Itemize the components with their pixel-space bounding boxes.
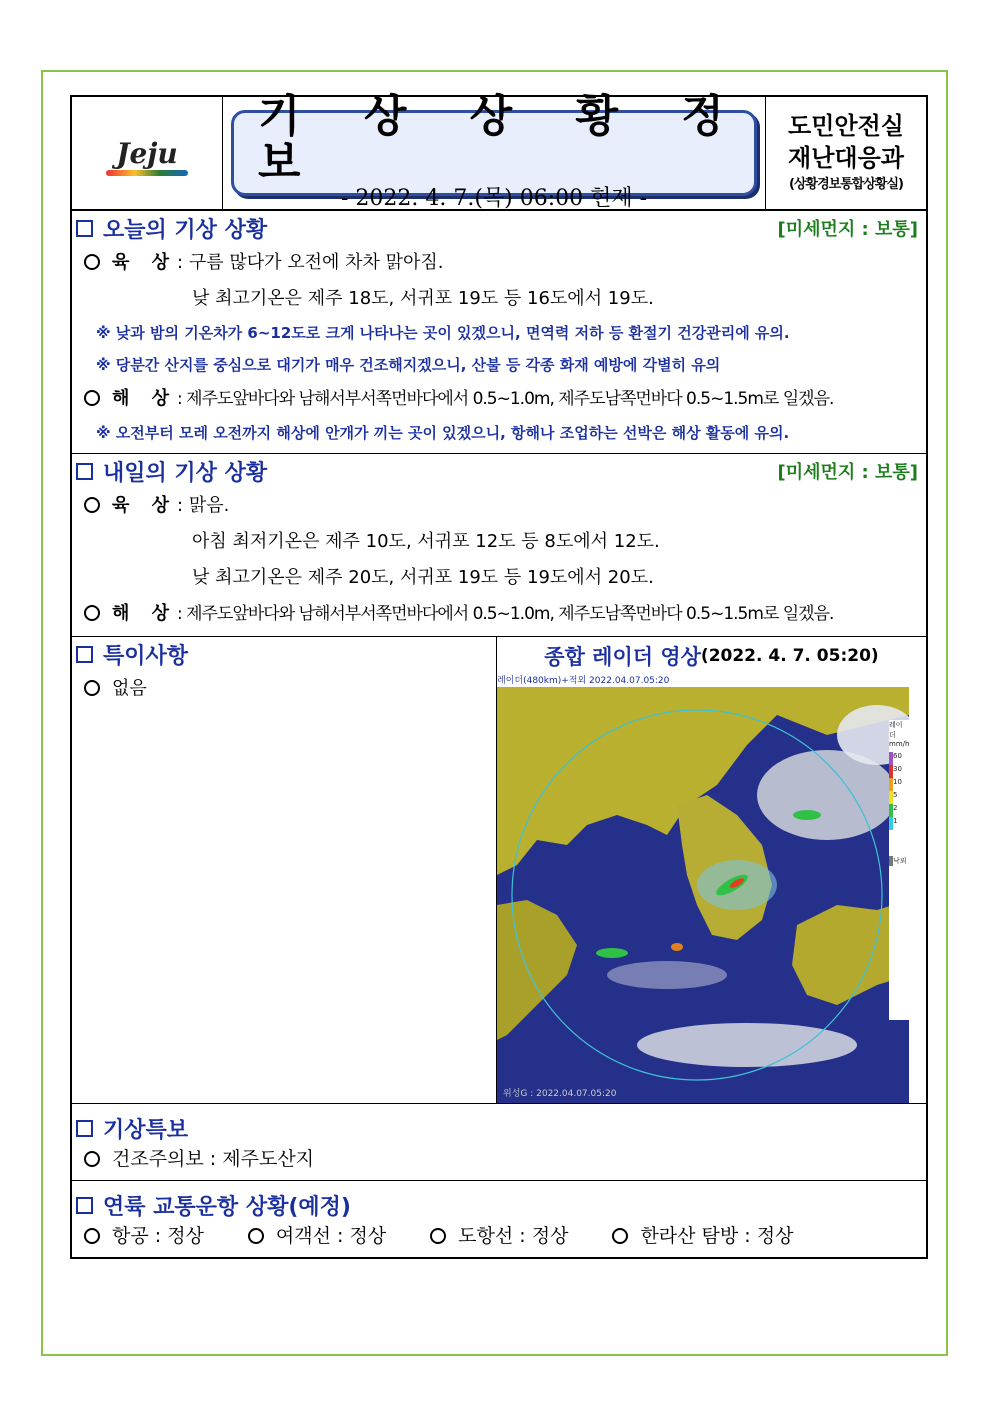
traffic-items <box>72 1221 926 1251</box>
warning-item <box>72 1144 926 1174</box>
legend-values <box>889 752 909 830</box>
special-section <box>72 637 926 1104</box>
tomorrow-title <box>76 456 267 487</box>
warning-section <box>72 1104 926 1181</box>
radar-image <box>497 675 909 1103</box>
radar-top-label: 레이더(480km)+적외 2022.04.07.05:20 <box>497 675 909 687</box>
traffic-air: 항공 : 정상 <box>112 1225 204 1247</box>
special-title <box>76 639 188 670</box>
title-box <box>231 91 757 211</box>
dept-line2: 재난대응과 <box>788 144 904 172</box>
traffic-hallasan: 한라산 탐방 : 정상 <box>640 1225 794 1247</box>
checkbox-square-icon <box>76 220 93 237</box>
circle-bullet-icon <box>84 605 100 621</box>
today-land-label: 육 상 <box>112 252 178 273</box>
today-land-text1: : 구름 많다가 오전에 차차 맑아짐. <box>177 252 444 273</box>
tomorrow-land-label: 육 상 <box>112 495 178 516</box>
traffic-island-ship: 도항선 : 정상 <box>458 1225 569 1247</box>
legend-unit: mm/h <box>889 740 909 748</box>
legend-value: 2 <box>889 804 909 817</box>
today-sea-line <box>72 381 926 417</box>
checkbox-square-icon <box>76 1197 93 1214</box>
tomorrow-sea-text: : 제주도앞바다와 남해서부서쪽먼바다에서 0.5~1.0m, 제주도남쪽먼바다 0.5~1.5m로 일겠음. <box>177 604 834 624</box>
radar-title-text: 종합 레이더 영상 <box>544 645 701 669</box>
radar-panel <box>497 637 926 1103</box>
legend-value: 30 <box>889 765 909 778</box>
circle-bullet-icon <box>612 1228 628 1244</box>
today-note1: ※ 낮과 밤의 기온차가 6~12도로 크게 나타나는 곳이 있겠으니, 면역력 저하 등 환절기 건강관리에 유의. <box>96 324 790 342</box>
department-cell <box>766 97 926 209</box>
warning-title <box>76 1113 188 1144</box>
logo-swoosh-icon <box>106 170 188 176</box>
circle-bullet-icon <box>84 1228 100 1244</box>
tomorrow-section <box>72 454 926 637</box>
jeju-logo <box>106 137 188 170</box>
tomorrow-land-line <box>72 488 926 524</box>
today-land-line <box>72 245 926 281</box>
tomorrow-dust: [미세먼지 : 보통] <box>777 462 918 483</box>
tomorrow-sea-line <box>72 596 926 632</box>
radar-map-graphic <box>497 675 909 1103</box>
tomorrow-land-text1: : 맑음. <box>177 495 230 516</box>
checkbox-square-icon <box>76 646 93 663</box>
legend-lightning: 낙뢰 <box>889 856 909 866</box>
logo-text: Jeju <box>116 136 178 170</box>
legend-title: 레이더 <box>889 721 903 739</box>
today-note2: ※ 당분간 산지를 중심으로 대기가 매우 건조해지겠으니, 산불 등 각종 화재 예방에 각별히 유의 <box>96 356 721 374</box>
today-title-text: 오늘의 기상 상황 <box>103 217 268 243</box>
page-title: 기 상 상 황 정 보 <box>258 91 748 188</box>
special-item <box>72 671 496 707</box>
today-dust: [미세먼지 : 보통] <box>777 219 918 240</box>
circle-bullet-icon <box>84 254 100 270</box>
today-sea-label: 해 상 <box>112 388 178 409</box>
traffic-header <box>72 1181 926 1221</box>
today-sea-text: : 제주도앞바다와 남해서부서쪽먼바다에서 0.5~1.0m, 제주도남쪽먼바다 0.5~1.5m로 일겠음. <box>177 389 834 409</box>
circle-bullet-icon <box>84 680 100 696</box>
warning-header <box>72 1104 926 1144</box>
checkbox-square-icon <box>76 463 93 480</box>
special-title-text: 특이사항 <box>103 643 189 669</box>
tomorrow-header <box>72 454 926 488</box>
dept-line1: 도민안전실 <box>788 112 904 140</box>
warning-title-text: 기상특보 <box>103 1118 189 1143</box>
warning-item-text: 건조주의보 : 제주도산지 <box>112 1148 315 1170</box>
legend-value: 1 <box>889 817 909 830</box>
legend-value: 5 <box>889 791 909 804</box>
checkbox-square-icon <box>76 1120 93 1137</box>
today-land-temp: 낮 최고기온은 제주 18도, 서귀포 19도 등 16도에서 19도. <box>192 288 654 309</box>
special-item-text: 없음 <box>112 678 147 699</box>
tomorrow-land-min: 아침 최저기온은 제주 10도, 서귀포 12도 등 8도에서 12도. <box>192 531 660 552</box>
circle-bullet-icon <box>84 1151 100 1167</box>
logo-cell <box>72 97 223 209</box>
radar-title <box>497 637 926 675</box>
report-datetime: - 2022. 4. 7.(목) 06:00 현제 - <box>340 186 648 211</box>
radar-time: (2022. 4. 7. 05:20) <box>700 646 879 666</box>
circle-bullet-icon <box>430 1228 446 1244</box>
today-section <box>72 211 926 454</box>
circle-bullet-icon <box>84 497 100 513</box>
traffic-title <box>76 1190 351 1221</box>
today-header <box>72 211 926 245</box>
tomorrow-land-max: 낮 최고기온은 제주 20도, 서귀포 19도 등 19도에서 20도. <box>192 567 654 588</box>
radar-bottom-label: 위성G : 2022.04.07.05:20 <box>503 1089 617 1099</box>
dept-line3: (상황경보통합상황실) <box>789 177 903 192</box>
traffic-section <box>72 1181 926 1257</box>
weather-report <box>70 91 928 1259</box>
today-note3: ※ 오전부터 모레 오전까지 해상에 안개가 끼는 곳이 있겠으니, 항해나 조업하는 선박은 해상 활동에 유의. <box>96 424 790 442</box>
tomorrow-sea-label: 해 상 <box>112 603 178 624</box>
title-cell <box>223 91 766 211</box>
report-header <box>72 91 926 211</box>
traffic-ferry: 여객선 : 정상 <box>275 1225 387 1247</box>
traffic-title-text: 연륙 교통운항 상황(예정) <box>103 1195 351 1220</box>
special-header <box>72 637 496 671</box>
tomorrow-title-text: 내일의 기상 상황 <box>103 460 268 486</box>
legend-value: 60 <box>889 752 909 765</box>
circle-bullet-icon <box>84 390 100 406</box>
legend-value: 10 <box>889 778 909 791</box>
radar-legend <box>889 720 909 1020</box>
circle-bullet-icon <box>248 1228 264 1244</box>
today-title <box>76 213 267 244</box>
special-notes <box>72 637 497 1103</box>
